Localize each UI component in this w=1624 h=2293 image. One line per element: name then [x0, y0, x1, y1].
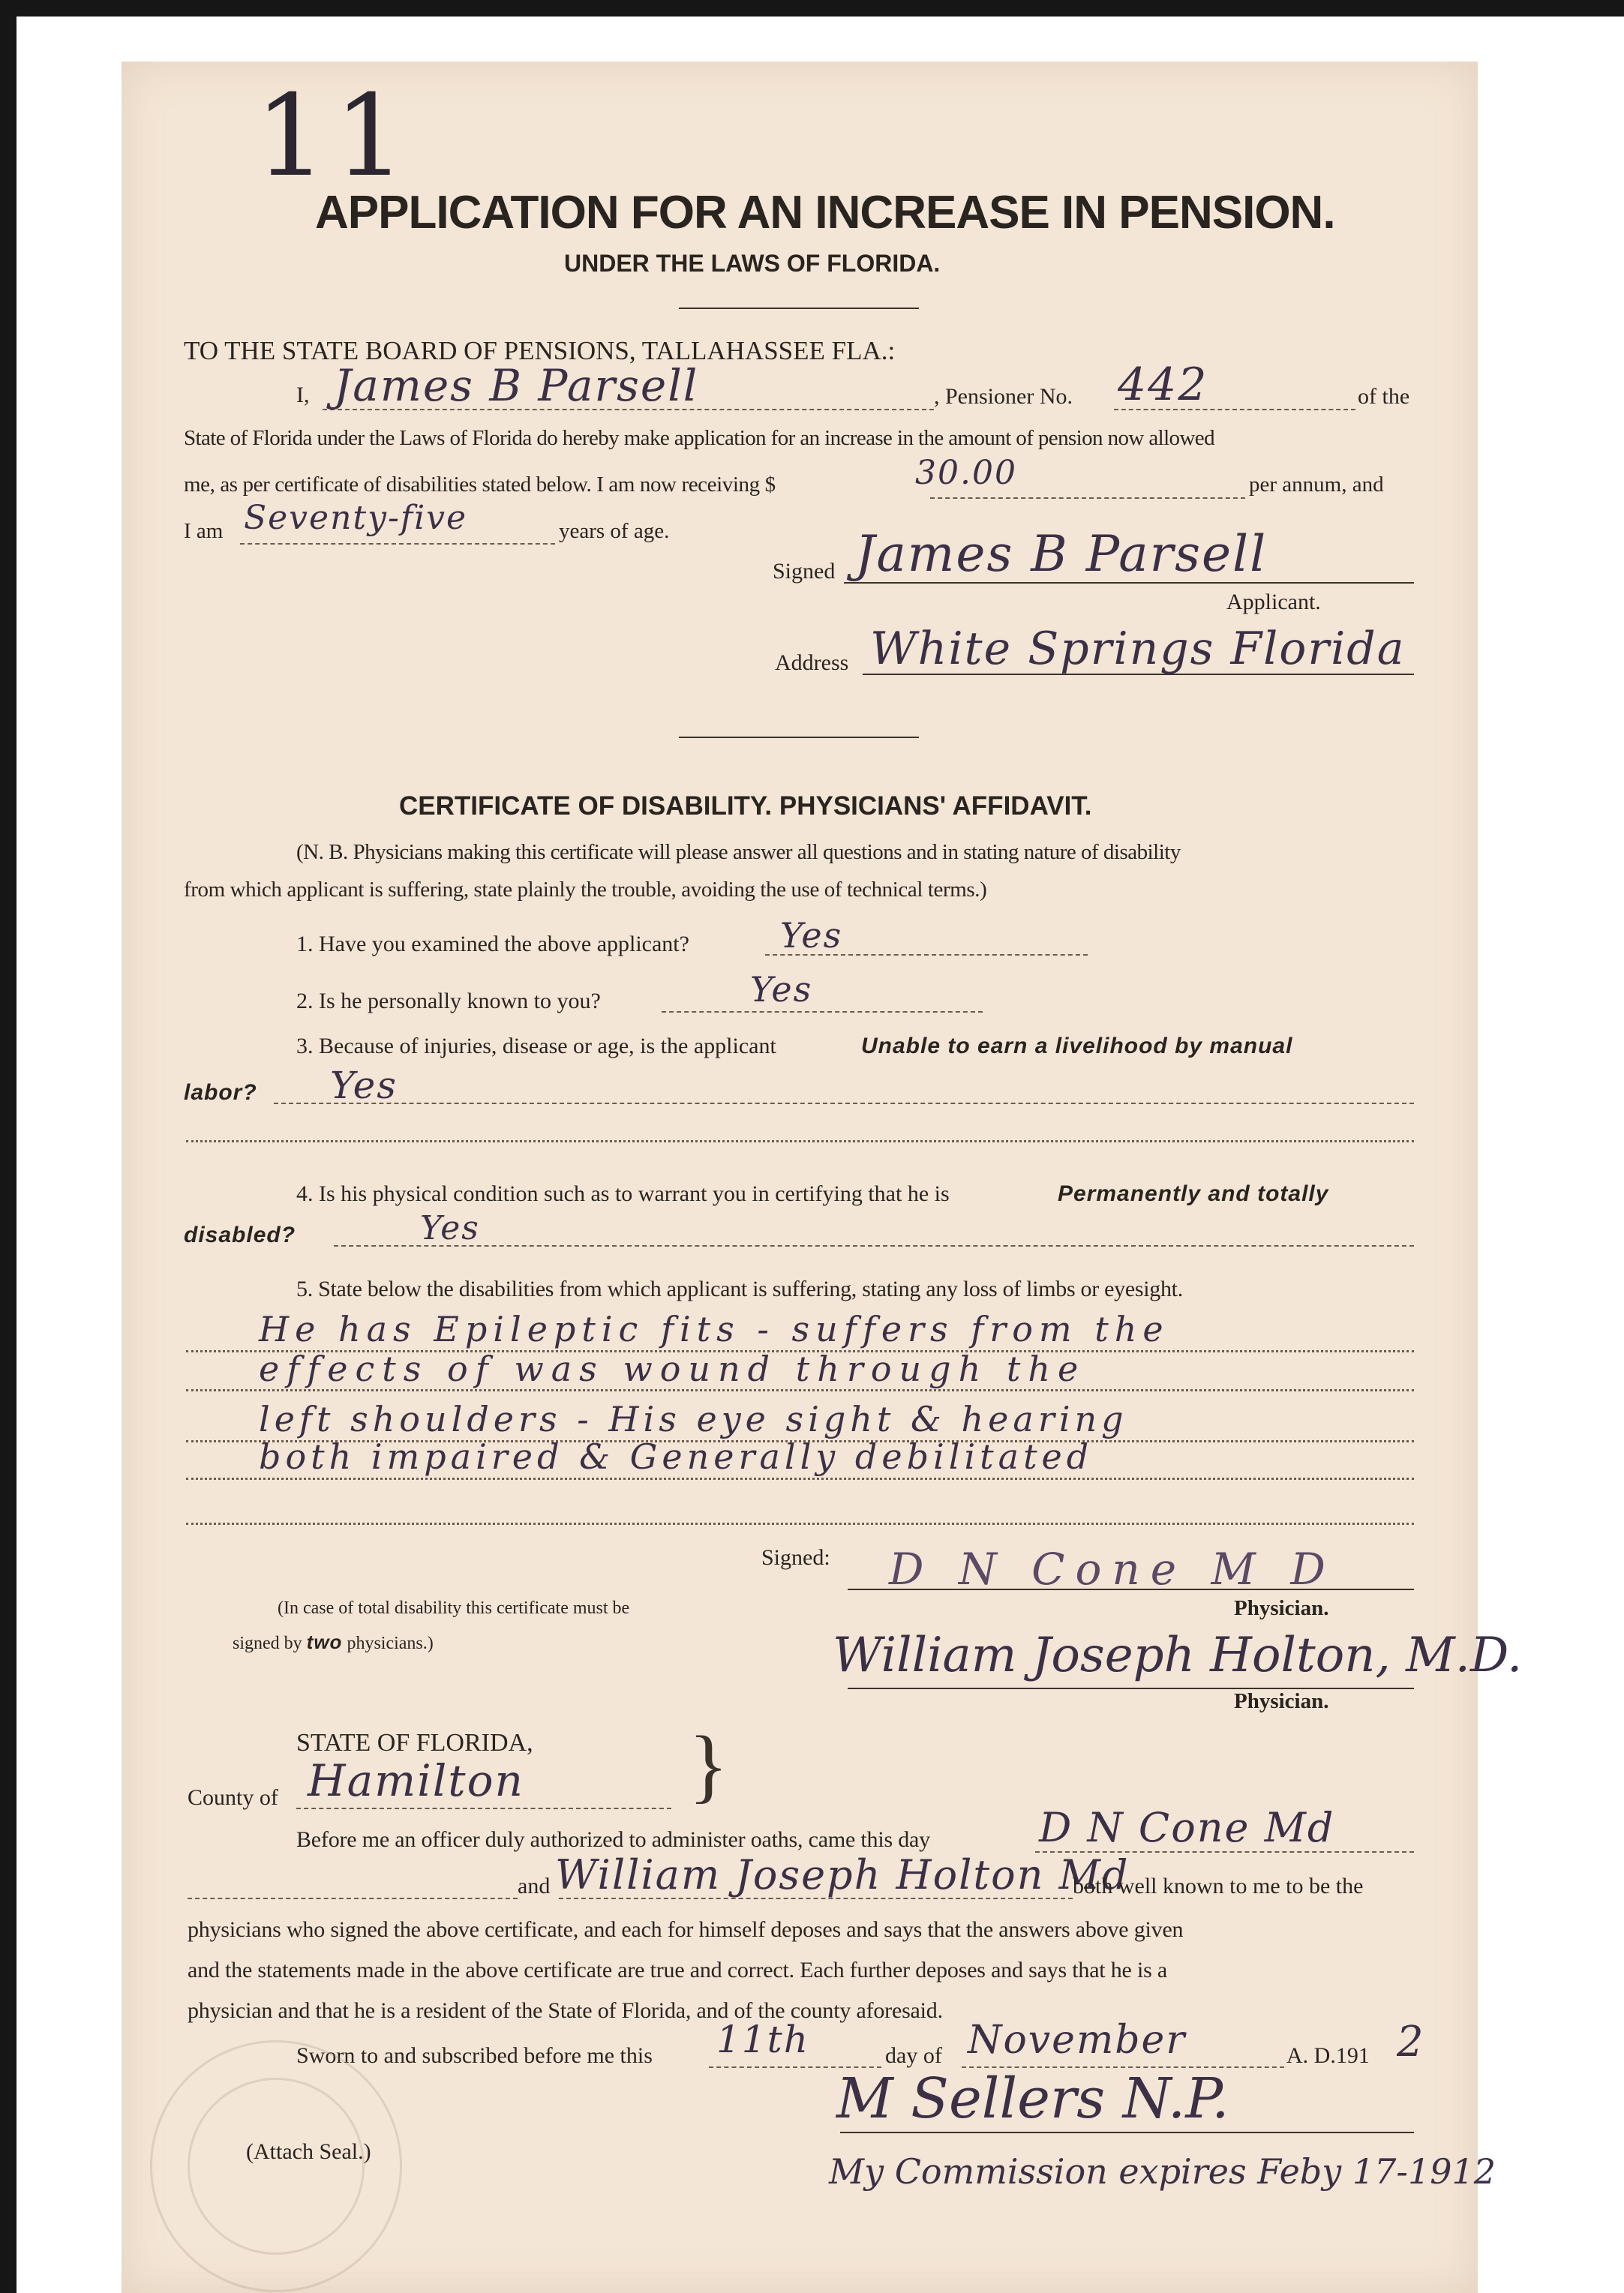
application-line-3a: me, as per certificate of disabilities stated below. I am now receiving $: [184, 473, 776, 497]
affidavit-line-2-end: both well known to me to be the: [1073, 1874, 1364, 1898]
scan-left-border: [0, 0, 17, 2293]
question-4-continued: disabled?: [184, 1223, 296, 1247]
two-physicians-note-emphasis: two: [306, 1631, 343, 1653]
notary-signature-line: [840, 2132, 1414, 2133]
affidavit-line-2-lead: [188, 1898, 518, 1899]
embossed-seal-inner: [188, 2078, 365, 2255]
notary-signature: M Sellers N.P.: [836, 2066, 1229, 2131]
county-label: County of: [188, 1785, 278, 1810]
question-1: 1. Have you examined the above applicant?: [296, 932, 689, 956]
county-name: Hamilton: [308, 1755, 524, 1806]
affidavit-line-4: and the statements made in the above certificate are true and correct. Each further deposes and says that he is a: [188, 1958, 1167, 1982]
ad-year: 2: [1397, 2018, 1425, 2066]
document-subtitle: UNDER THE LAWS OF FLORIDA.: [564, 250, 941, 277]
pensioner-label: , Pensioner No.: [934, 384, 1073, 409]
header-divider: [679, 308, 919, 309]
disability-line-4: both impaired & Generally debilitated: [259, 1436, 1094, 1477]
physician-2-signature-line: [848, 1688, 1414, 1689]
attach-seal-label: (Attach Seal.): [246, 2139, 371, 2164]
affidavit-line-3: physicians who signed the above certificate, and each for himself deposes and says that the answers above given: [188, 1917, 1184, 1942]
sworn-day: 11th: [716, 2018, 809, 2061]
disability-line-1: He has Epileptic fits - suffers from the: [259, 1309, 1169, 1349]
corner-mark: 11: [255, 71, 413, 202]
affidavit-line-1: Before me an officer duly authorized to administer oaths, came this day: [296, 1827, 930, 1852]
answer-2-line: [662, 1011, 983, 1013]
physician-2-label: Physician.: [1234, 1689, 1329, 1713]
sworn-month: November: [968, 2018, 1187, 2063]
physician-1-signature: D N Cone M D: [889, 1544, 1336, 1595]
i-label: I,: [296, 383, 310, 407]
question-2: 2. Is he personally known to you?: [296, 989, 601, 1013]
certificate-note-2: from which applicant is suffering, state plainly the trouble, avoiding the use of technical terms.): [184, 878, 987, 902]
question-5: 5. State below the disabilities from which applicant is suffering, stating any loss of limbs or eyesight.: [296, 1277, 1183, 1301]
officer-1: D N Cone Md: [1039, 1804, 1335, 1851]
answer-1: Yes: [780, 915, 843, 956]
question-3-continued: labor?: [184, 1080, 257, 1105]
age-prefix: I am: [184, 519, 224, 543]
age-suffix: years of age.: [559, 519, 670, 543]
officer-2: William Joseph Holton Md: [555, 1851, 1130, 1898]
applicant-name: James B Parsell: [334, 360, 699, 411]
answer-3-line: [274, 1103, 1414, 1104]
answer-4-line: [334, 1245, 1414, 1247]
pensioner-number: 442: [1118, 359, 1208, 411]
and-label: and: [518, 1874, 551, 1898]
address-label: Address: [775, 650, 849, 675]
application-line-2: State of Florida under the Laws of Florida do hereby make application for an increase in the amount of pension now allowed: [184, 426, 1214, 450]
applicant-label: Applicant.: [1226, 590, 1321, 614]
age-line: [240, 543, 555, 545]
two-physicians-note-2: [233, 1631, 434, 1654]
two-physicians-note-suffix: physicians.): [347, 1634, 434, 1653]
question-3: 3. Because of injuries, disease or age, is the applicant: [296, 1034, 776, 1058]
answer-3-extra-line: [186, 1140, 1414, 1142]
affidavit-line-5: physician and that he is a resident of the State of Florida, and of the county aforesaid.: [188, 1998, 943, 2023]
document-title: APPLICATION FOR AN INCREASE IN PENSION.: [315, 187, 1335, 239]
disability-line-2: effects of was wound through the: [259, 1349, 1086, 1389]
physician-signed-label: Signed:: [761, 1545, 830, 1570]
disability-line-4-rule: [186, 1478, 1414, 1480]
certificate-note-1: (N. B. Physicians making this certificate will please answer all questions and in stating nature of disability: [296, 840, 1181, 864]
certificate-heading: CERTIFICATE OF DISABILITY. PHYSICIANS' AFFIDAVIT.: [399, 791, 1092, 821]
disability-line-3: left shoulders - His eye sight & hearing: [259, 1399, 1128, 1439]
answer-4: Yes: [420, 1209, 480, 1247]
disability-line-5-rule: [186, 1523, 1414, 1525]
question-3-emphasis: Unable to earn a livelihood by manual: [861, 1034, 1293, 1058]
brace: }: [689, 1719, 728, 1811]
applicant-address: White Springs Florida: [870, 623, 1406, 675]
addressee: TO THE STATE BOARD OF PENSIONS, TALLAHASSEE FLA.:: [184, 336, 896, 365]
commission-note: My Commission expires Feby 17-1912: [829, 2151, 1496, 2192]
county-line: [296, 1808, 671, 1809]
state-of-florida: STATE OF FLORIDA,: [296, 1729, 533, 1757]
answer-2: Yes: [750, 969, 813, 1010]
scan-top-border: [0, 0, 1624, 17]
of-the-label: of the: [1358, 384, 1410, 409]
sworn-label: Sworn to and subscribed before me this: [296, 2043, 653, 2068]
question-4-emphasis: Permanently and totally: [1058, 1181, 1329, 1206]
question-4: 4. Is his physical condition such as to warrant you in certifying that he is: [296, 1181, 950, 1206]
applicant-age: Seventy-five: [244, 499, 468, 537]
application-line-3b: per annum, and: [1249, 473, 1384, 497]
section-divider: [679, 737, 919, 738]
ad-label: A. D.191: [1286, 2043, 1370, 2068]
applicant-signature: James B Parsell: [855, 525, 1268, 583]
physician-1-label: Physician.: [1234, 1596, 1329, 1620]
signed-label: Signed: [773, 559, 836, 584]
two-physicians-note-1: (In case of total disability this certificate must be: [278, 1598, 630, 1618]
answer-3: Yes: [330, 1064, 398, 1107]
two-physicians-note-prefix: signed by: [233, 1634, 302, 1653]
disability-line-2-rule: [186, 1389, 1414, 1391]
day-of-label: day of: [885, 2043, 942, 2068]
pension-amount: 30.00: [915, 454, 1017, 492]
physician-2-signature: William Joseph Holton, M.D.: [833, 1628, 1523, 1683]
amount-line: [930, 497, 1245, 499]
